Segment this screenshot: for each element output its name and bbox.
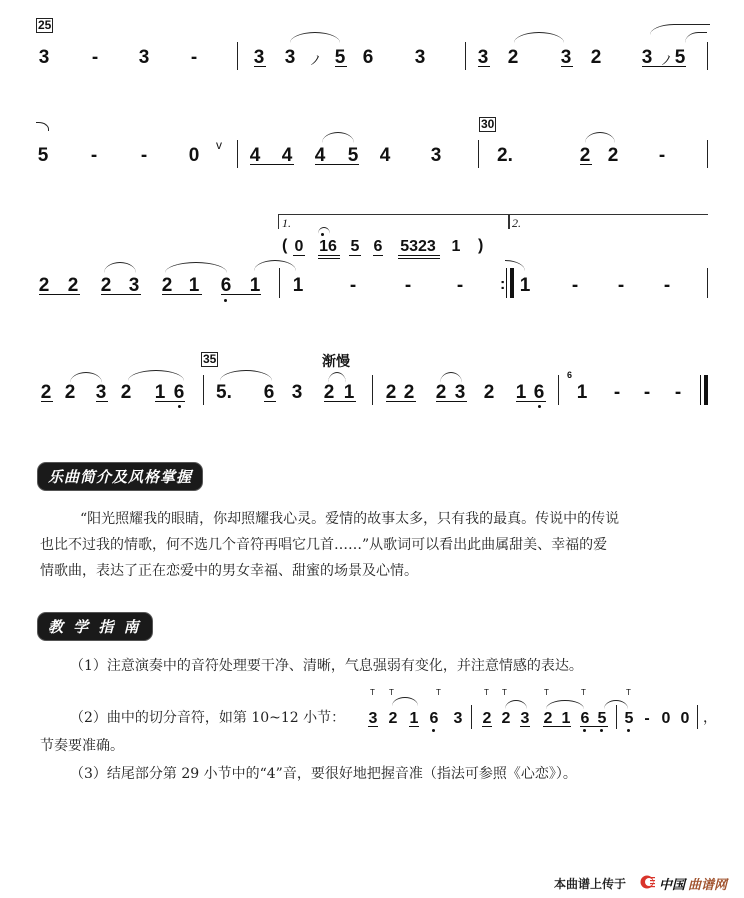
- slur: [505, 700, 527, 709]
- underline: [318, 258, 340, 259]
- note: 2: [435, 382, 447, 403]
- note: 6: [373, 238, 383, 255]
- low-octave-dot: [538, 405, 541, 408]
- underline: [96, 401, 108, 402]
- note: 3: [138, 47, 150, 68]
- underline: [409, 726, 419, 727]
- note: 2: [67, 275, 79, 296]
- note: 6: [533, 382, 545, 403]
- rest: 0: [680, 710, 690, 727]
- underline: [398, 258, 440, 259]
- teaching-item-1: （1）注意演奏中的音符处理要干净、清晰，气息强弱有变化，并注意情感的表达。: [70, 658, 583, 674]
- underline: [315, 164, 359, 165]
- note: 2: [507, 47, 519, 68]
- tongue-mark: T: [626, 688, 631, 697]
- teaching-item-3: （3）结尾部分第 29 小节中的“4”音，要很好地把握音准（指法可参照《心恋》）。: [70, 766, 577, 782]
- note: 1: [154, 382, 166, 403]
- slur: [328, 372, 346, 383]
- note: 5: [624, 710, 634, 727]
- note: 2: [482, 710, 492, 727]
- tongue-mark: T: [484, 688, 489, 697]
- barline: [558, 375, 559, 405]
- underline: [561, 66, 573, 67]
- intro-line-2: 也比不过我的情歌，何不选几个音符再唱它几首……”从歌词可以看出此曲属甜美、幸福的爱: [40, 537, 608, 553]
- note: 2: [40, 382, 52, 403]
- repeat-thin-barline: [506, 268, 507, 298]
- note: 4: [249, 145, 261, 166]
- underline: [436, 401, 467, 402]
- note: 2: [388, 710, 398, 727]
- note: 2: [120, 382, 132, 403]
- low-octave-dot: [600, 729, 603, 732]
- note-group: 5323: [400, 238, 436, 255]
- note: 6: [173, 382, 185, 403]
- note: 6: [220, 275, 232, 296]
- rest: 0: [188, 145, 200, 166]
- note: 3: [430, 145, 442, 166]
- underline: [478, 66, 490, 67]
- underline: [373, 255, 383, 256]
- underline: [368, 726, 378, 727]
- note: 4: [379, 145, 391, 166]
- slur: [165, 262, 227, 273]
- note: 3: [291, 382, 303, 403]
- slur: [392, 697, 418, 706]
- note: 2: [100, 275, 112, 296]
- barline: [465, 42, 466, 70]
- dash: -: [643, 382, 651, 403]
- underline: [335, 66, 347, 67]
- note: 5: [334, 47, 346, 68]
- note: 2: [543, 710, 553, 727]
- dash: -: [190, 47, 198, 68]
- note: 3: [38, 47, 50, 68]
- measure-number-35: 35: [203, 352, 217, 366]
- rest: 0: [661, 710, 671, 727]
- tempo-marking: 渐慢: [322, 353, 350, 369]
- note: 3: [253, 47, 265, 68]
- slur: [254, 260, 296, 271]
- dash: -: [663, 275, 671, 296]
- slur: [104, 262, 136, 273]
- note: 1: [576, 382, 588, 403]
- note: 2: [579, 145, 591, 166]
- underline: [324, 401, 356, 402]
- slur: [546, 700, 584, 709]
- dash: -: [571, 275, 579, 296]
- barline: [478, 140, 479, 168]
- note: 3: [284, 47, 296, 68]
- note: 5: [37, 145, 49, 166]
- note: 2: [403, 382, 415, 403]
- note: 6: [263, 382, 275, 403]
- underline: [318, 255, 340, 256]
- note: 1: [343, 382, 355, 403]
- repeat-thick-barline: [510, 268, 514, 298]
- note: 1: [519, 275, 531, 296]
- note: 3: [95, 382, 107, 403]
- dash: -: [658, 145, 666, 166]
- volta-2-label: 2.: [512, 216, 521, 230]
- underline: [293, 255, 305, 256]
- note-group: 16: [319, 238, 337, 255]
- underline: [520, 726, 530, 727]
- section-header-teaching: 教 学 指 南: [38, 613, 152, 640]
- paren-open: (: [282, 237, 288, 254]
- teaching-item-2-suffix: ，: [703, 710, 717, 726]
- tongue-mark: T: [436, 688, 441, 697]
- slur: [585, 132, 615, 143]
- final-thin-barline: [700, 375, 701, 405]
- music-score-logo-icon: [640, 874, 656, 890]
- volta-1-label: 1.: [282, 216, 291, 230]
- teaching-item-2-line-2: 节奏要准确。: [40, 738, 124, 754]
- intro-line-3: 情歌曲，表达了正在恋爱中的男女幸福、甜蜜的场景及心情。: [40, 563, 418, 579]
- note: 4: [314, 145, 326, 166]
- underline: [221, 294, 261, 295]
- note: 3: [560, 47, 572, 68]
- underline: [642, 66, 686, 67]
- note: 3: [641, 47, 653, 68]
- underline: [386, 401, 416, 402]
- barline: [707, 140, 708, 168]
- note: 2: [323, 382, 335, 403]
- barline: [203, 375, 204, 405]
- slur: [318, 227, 330, 234]
- underline: [155, 401, 185, 402]
- note: 1: [292, 275, 304, 296]
- note: 2: [501, 710, 511, 727]
- dash: -: [644, 710, 650, 727]
- dash: -: [404, 275, 412, 296]
- low-octave-dot: [178, 405, 181, 408]
- note: 2: [161, 275, 173, 296]
- note: 3: [368, 710, 378, 727]
- note: 6: [429, 710, 439, 727]
- barline: [237, 42, 238, 70]
- underline: [162, 294, 202, 295]
- slur: [290, 32, 340, 43]
- slur: [322, 132, 354, 143]
- low-octave-dot: [627, 729, 630, 732]
- note: 2: [64, 382, 76, 403]
- note: 3: [414, 47, 426, 68]
- volta-bracket-2: [508, 214, 708, 229]
- note: 1: [249, 275, 261, 296]
- barline: [372, 375, 373, 405]
- final-thick-barline: [704, 375, 708, 405]
- breath-mark: ノ: [660, 53, 674, 68]
- underline: [254, 66, 266, 67]
- note: 1: [515, 382, 527, 403]
- barline: [279, 268, 280, 298]
- intro-line-1: “阳光照耀我的眼睛，你却照耀我心灵。爱情的故事太多，只有我的最真。传说中的传说: [80, 511, 620, 527]
- barline: [471, 705, 472, 729]
- tongue-mark: T: [581, 688, 586, 697]
- dash: -: [140, 145, 148, 166]
- note: 3: [477, 47, 489, 68]
- teaching-item-2-prefix: （2）曲中的切分音符，如第 10~12 小节：: [70, 710, 346, 726]
- slur: [220, 370, 272, 381]
- note: 6: [580, 710, 590, 727]
- site-name-b: 曲谱网: [688, 877, 728, 892]
- low-octave-dot: [224, 299, 227, 302]
- measure-number-30: 30: [481, 117, 495, 131]
- note: 2: [483, 382, 495, 403]
- barline: [237, 140, 238, 168]
- underline: [349, 255, 361, 256]
- slur: [514, 32, 564, 43]
- tongue-mark: T: [389, 688, 394, 697]
- breath-mark: ノ: [309, 53, 323, 68]
- note: 3: [128, 275, 140, 296]
- underline: [250, 164, 294, 165]
- volta-bracket-1: [278, 214, 509, 229]
- section-header-intro: 乐曲简介及风格掌握: [38, 463, 202, 490]
- tie-end: [36, 122, 49, 131]
- barline: [707, 42, 708, 70]
- dash: -: [617, 275, 625, 296]
- note: 1: [561, 710, 571, 727]
- note: 1: [188, 275, 200, 296]
- slur: [440, 372, 462, 383]
- underline: [516, 401, 546, 402]
- note: 1: [409, 710, 419, 727]
- note: 3: [520, 710, 530, 727]
- measure-number-25: 25: [38, 18, 52, 32]
- tie-end: [505, 260, 525, 271]
- upload-text: 本曲谱上传于: [554, 877, 627, 891]
- note: 2: [385, 382, 397, 403]
- dash: -: [674, 382, 682, 403]
- note: 5: [597, 710, 607, 727]
- note: 2: [607, 145, 619, 166]
- note: 5: [350, 238, 360, 255]
- underline: [264, 401, 276, 402]
- underline: [543, 726, 571, 727]
- rest: 0: [294, 238, 304, 255]
- dash: -: [90, 145, 98, 166]
- dash: -: [613, 382, 621, 403]
- barline: [616, 705, 617, 729]
- barline: [707, 268, 708, 298]
- dotted-note: 5.: [216, 382, 232, 403]
- repeat-dots: :: [500, 276, 506, 293]
- tongue-mark: T: [370, 688, 375, 697]
- note: 3: [453, 710, 463, 727]
- slur: [128, 370, 184, 381]
- underline: [580, 726, 608, 727]
- dotted-note: 2.: [497, 145, 513, 166]
- grace-note: 6: [567, 370, 573, 380]
- underline: [39, 294, 80, 295]
- site-name-a: 中国: [659, 877, 686, 892]
- tongue-mark: T: [502, 688, 507, 697]
- underline: [101, 294, 141, 295]
- note: 5: [674, 47, 686, 68]
- tongue-mark: T: [544, 688, 549, 697]
- breath-mark: v: [216, 138, 222, 152]
- low-octave-dot: [432, 729, 435, 732]
- note: 6: [362, 47, 374, 68]
- note: 5: [347, 145, 359, 166]
- underline: [580, 164, 592, 165]
- underline: [482, 726, 492, 727]
- note: 1: [451, 238, 461, 255]
- dash: -: [456, 275, 464, 296]
- underline: [41, 401, 53, 402]
- dash: -: [91, 47, 99, 68]
- paren-close: ): [478, 237, 484, 254]
- note: 4: [281, 145, 293, 166]
- note: 2: [590, 47, 602, 68]
- note: 2: [38, 275, 50, 296]
- underline: [398, 255, 440, 256]
- dash: -: [349, 275, 357, 296]
- barline: [697, 705, 698, 729]
- note: 3: [454, 382, 466, 403]
- low-octave-dot: [583, 729, 586, 732]
